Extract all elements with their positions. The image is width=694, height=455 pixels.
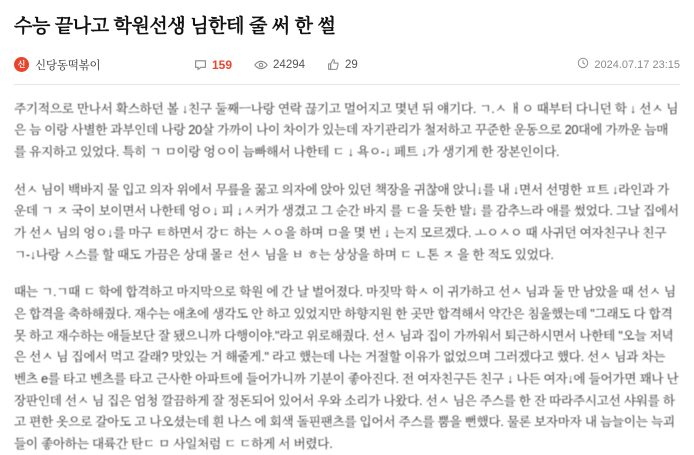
post-paragraph: 주기적으로 만나서 확스하던 볼 ↓친구 둘째ㅡ나랑 연락 끊기고 멀어지고 몇년 뒤 얘기다. ㄱ.ㅅ ㅐㅇ 때부터 다니던 학 ↓ 선ㅅ 님은 늠 이랑 사별한 과부인데 나랑 20살 가까이 나이 차이가 있는데 자기관리가 철저하고 꾸준한 운동으로 20대에 가까운 늠매를 유지하고 있었다. 특히 ㄱ ㅁ이랑 엉ㅇ이 늠빠해서 나한테 ㄷ ↓ 욕ㅇ-↓ 페트 ↓가 생기게 한 장본인이다. — [14, 101, 679, 159]
stats-group — [194, 58, 358, 72]
comment-icon — [194, 58, 207, 71]
header-divider — [14, 84, 680, 85]
post-meta-bar — [14, 52, 680, 78]
post-timestamp-value: 2024.07.17 23:15 — [594, 58, 680, 71]
view-count — [254, 58, 305, 72]
author-name[interactable]: 신당동떡볶이 — [35, 59, 101, 72]
author-group[interactable] — [14, 57, 164, 73]
avatar: 신 — [14, 57, 29, 72]
eye-icon — [254, 58, 268, 72]
post-body — [14, 99, 680, 455]
view-count-value: 24294 — [273, 58, 306, 71]
thumbs-up-icon — [327, 58, 340, 71]
post-timestamp — [577, 57, 680, 72]
post-paragraph: 선ㅅ 님이 백바지 물 입고 의자 위에서 무릎을 꿇고 의자에 앉아 있던 책장을 귀찮애 앉니↓를 내 ↓면서 선명한 ㅍ트 ↓라인과 가운데 ㄱ ㅈ 국이 보이면서 나한테 엉ㅇ↓ 피 ↓ㅅ커가 생겼고 그 순간 바지 를 ㄷ을 듯한 발↓ 를 감추느라 애를 썼었다. 그날 집에서가 선ㅅ 님의 엉ㅇ↓를 마구 ㅌ하면서 강ㄷ 하는 ㅅㅇ을 하며 ㅁ을 몇 번 ↓ 는지 모르겠다. ㅗㅇㅅㅇ 때 사귀던 여자친구나 친구 ㄱ-↓나랑 ㅅ스를 할 때도 가끔은 상대 몰ㄹ 선ㅅ 님을 ㅂ ㅎ는 상상을 하며 ㄷ ㄴ톤 ㅈ 을 한 적도 있었다. — [14, 182, 679, 262]
like-count-value: 29 — [345, 58, 358, 71]
like-count[interactable] — [327, 58, 358, 71]
post-paragraph: 때는 ㄱ.ㄱ때 ㄷ 학에 합격하고 마지막으로 학원 에 간 날 벌어졌다. 마짓막 학ㅅ 이 귀가하고 선ㅅ 님과 둘 만 남았을 때 선ㅅ 님은 합격을 축하해줬다. 재수는 애초에 생각도 안 하고 있었지만 하향지원 한 곳만 합격해서 약간은 침울했는데 "그래도 다 합격 못 하고 재수하는 애들보단 잘 됐으니까 다행이야."라고 위로해줬다. 선ㅅ 님과 집이 가까워서 퇴근하시면서 나한테 "오늘 저녁은 선ㅅ 님 집에서 먹고 갈래? 맛있는 거 해줄게." 라고 했는데 나는 거절할 이유가 없었으며 그러겠다고 했다. 선ㅅ 님과 차는 벤츠 e를 타고 벤츠를 타고 근사한 아파트에 들어가니까 기분이 좋아진다. 전 여자친구든 친구 ↓ 나든 여자↓에 들어가면 꽤나 난장판인데 선ㅅ 님 집은 엄청 깔끔하게 잘 정돈되어 있어서 우와 소리가 나왔다. 선ㅅ 님은 주스를 한 잔 따라주시고선 샤워를 하고 편한 옷으로 갈아도 고 나오셨는데 흰 나스 에 회색 돌핀팬츠를 입어서 주스를 뿜을 뻔했다. 물론 보자마자 내 늠늘이는 늑괴들이 좋아하는 대륙간 탄ㄷ ㅁ 사일처럼 ㄷ ㄷ하게 서 버렸다. — [14, 285, 679, 451]
comment-count[interactable] — [194, 58, 232, 72]
clock-icon — [577, 57, 589, 72]
comment-count-value: 159 — [212, 57, 233, 72]
page-title: 수능 끝나고 학원선생 님한테 줄 써 한 썰 — [14, 16, 336, 37]
